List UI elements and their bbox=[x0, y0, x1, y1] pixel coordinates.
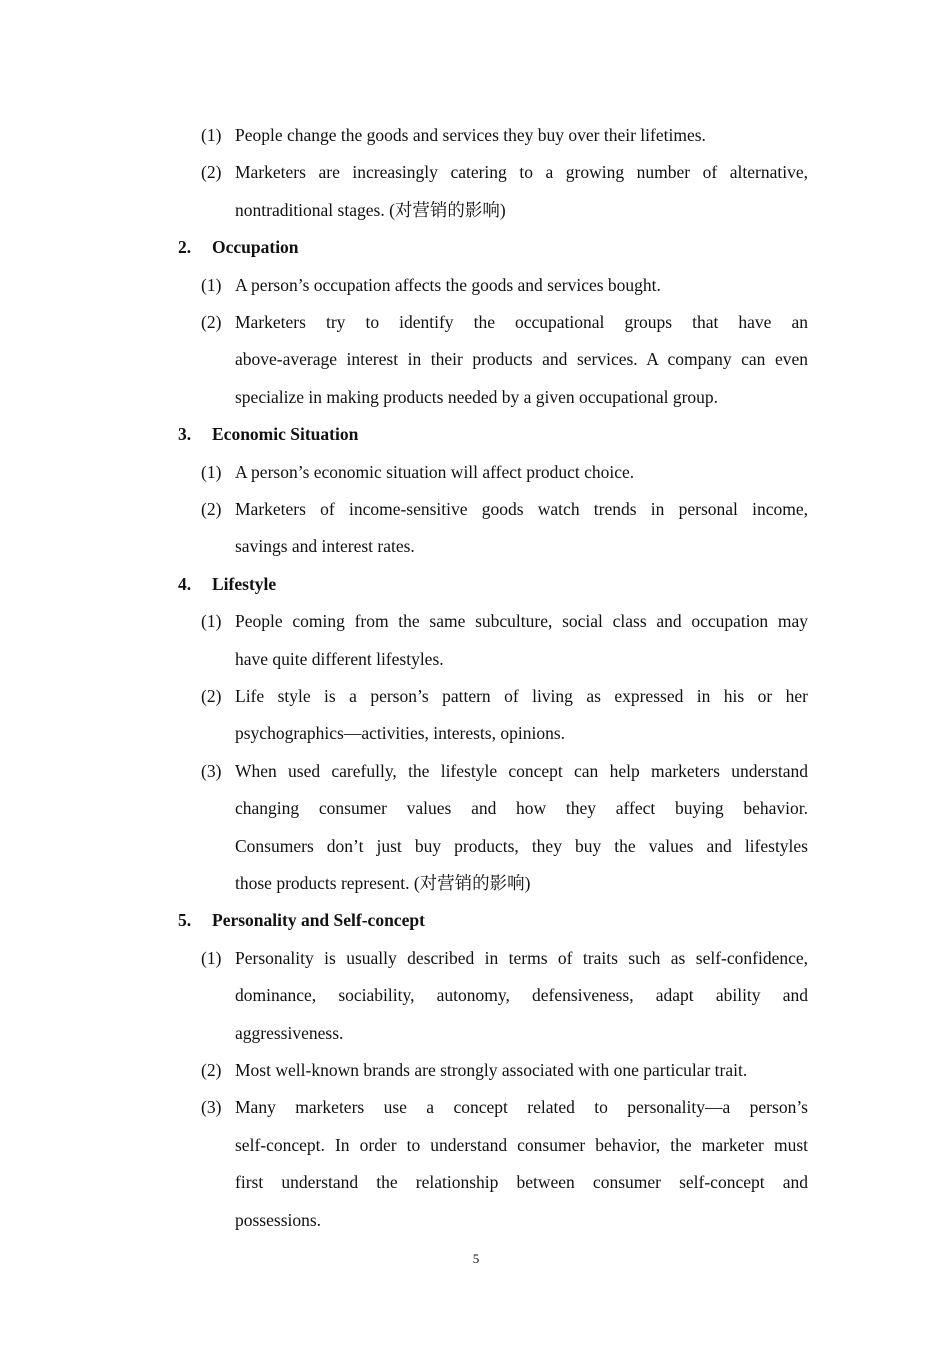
list-item-text-line: Personality is usually described in terms of traits such as self-confidence, bbox=[235, 947, 808, 968]
list-item-text-line: dominance, sociability, autonomy, defensiveness, adapt ability and bbox=[235, 985, 808, 1006]
list-item-text-line: People change the goods and services they buy over their lifetimes. bbox=[235, 125, 706, 145]
list-item-text-line: People coming from the same subculture, social class and occupation may bbox=[235, 611, 808, 632]
list-item-text-line: specialize in making products needed by a given occupational group. bbox=[235, 386, 719, 407]
section-number: 3. bbox=[178, 424, 192, 445]
page-number: 5 bbox=[472, 1251, 480, 1266]
list-item-text-line: Many marketers use a concept related to personality—a person’s bbox=[235, 1097, 808, 1118]
section-title: Lifestyle bbox=[212, 573, 277, 594]
list-item-text-line: A person’s economic situation will affect product choice. bbox=[235, 461, 635, 482]
section-number: 2. bbox=[178, 237, 192, 258]
list-item-text-line: Marketers of income-sensitive goods watch trends in personal income, bbox=[235, 499, 808, 519]
list-item-number: (2) bbox=[201, 312, 222, 332]
list-item-text-line: savings and interest rates. bbox=[235, 536, 415, 557]
list-item-number: (1) bbox=[201, 125, 222, 145]
list-item-text-line: A person’s occupation affects the goods and services bought. bbox=[235, 274, 661, 295]
list-item-text-line: Marketers try to identify the occupational groups that have an bbox=[235, 312, 808, 332]
list-item-text-line: When used carefully, the lifestyle concept can help marketers understand bbox=[235, 760, 808, 781]
list-item-text-line: Life style is a person’s pattern of living as expressed in his or her bbox=[235, 686, 808, 706]
list-item-number: (1) bbox=[201, 611, 222, 632]
list-item-text-line: nontraditional stages. (对营销的影响) bbox=[235, 199, 506, 220]
list-item-number: (2) bbox=[201, 1060, 222, 1080]
section-heading-economic-situation bbox=[178, 423, 358, 445]
list-item-text-line: possessions. bbox=[235, 1209, 322, 1230]
list-item-number: (1) bbox=[201, 274, 222, 295]
section-title: Personality and Self-concept bbox=[212, 910, 425, 931]
list-item-text-line: aggressiveness. bbox=[235, 1022, 344, 1043]
list-item-number: (2) bbox=[201, 162, 222, 183]
list-item-text-line: have quite different lifestyles. bbox=[235, 648, 444, 669]
list-item-number: (1) bbox=[201, 461, 222, 482]
list-item-text-line: changing consumer values and how they affect buying behavior. bbox=[235, 798, 808, 819]
list-item-number: (3) bbox=[201, 1097, 222, 1118]
section-heading-lifestyle bbox=[178, 573, 276, 595]
section-heading-personality-and-self-concept bbox=[178, 909, 425, 931]
list-item-text-line: those products represent. (对营销的影响) bbox=[235, 873, 531, 893]
list-item-number: (1) bbox=[201, 947, 222, 968]
list-item-text-line: Most well-known brands are strongly associated with one particular trait. bbox=[235, 1060, 748, 1080]
list-item-number: (2) bbox=[201, 499, 222, 519]
list-item-text-line: Consumers don’t just buy products, they buy the values and lifestyles bbox=[235, 835, 808, 856]
list-item-text-line: above-average interest in their products and services. A company can even bbox=[235, 349, 808, 370]
list-item-text-line: first understand the relationship between consumer self-concept and bbox=[235, 1172, 808, 1193]
list-item-number: (3) bbox=[201, 760, 222, 781]
list-item-text-line: psychographics—activities, interests, opinions. bbox=[235, 723, 566, 744]
list-item-text-line: Marketers are increasingly catering to a growing number of alternative, bbox=[235, 162, 808, 183]
list-item-text-line: self-concept. In order to understand consumer behavior, the marketer must bbox=[235, 1134, 808, 1155]
section-number: 5. bbox=[178, 910, 192, 931]
list-item-number: (2) bbox=[201, 686, 222, 706]
section-title: Occupation bbox=[212, 237, 299, 258]
section-heading-occupation bbox=[178, 236, 299, 258]
section-title: Economic Situation bbox=[212, 424, 359, 445]
section-number: 4. bbox=[178, 573, 192, 594]
